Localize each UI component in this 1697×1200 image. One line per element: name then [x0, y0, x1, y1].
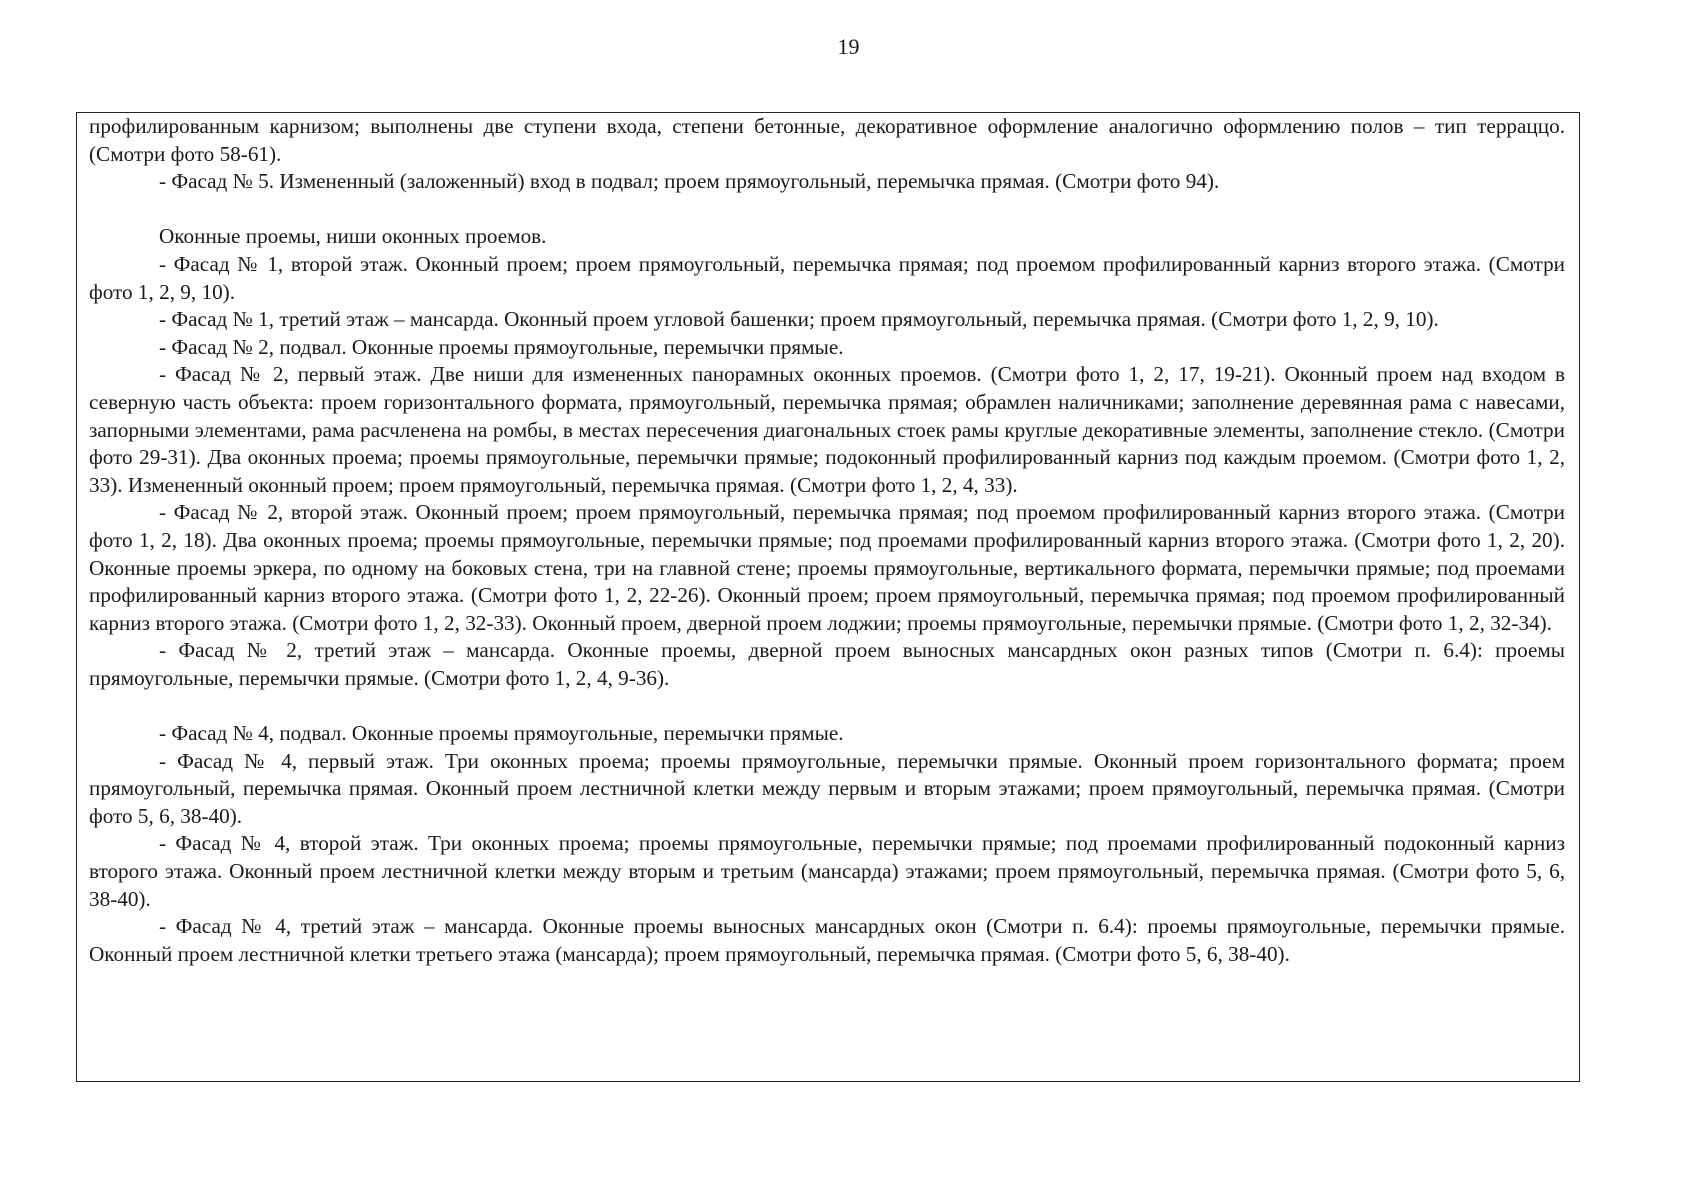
paragraph: профилированным карнизом; выполнены две ступени входа, степени бетонные, декоративное оформление аналогично оформлению полов – тип терраццо. (Смотри фото 58-61).	[89, 114, 1565, 166]
paragraph-gap	[89, 196, 1565, 224]
paragraph-gap	[89, 692, 1565, 720]
paragraph: - Фасад № 4, третий этаж – мансарда. Оконные проемы выносных мансардных окон (Смотри п. 6.4): проемы прямоугольные, перемычки прямые. Оконный проем лестничной клетки третьего этажа (мансарда); проем прямоугольный, перемычка прямая. (Смотри фото 5, 6, 38-40).	[89, 914, 1565, 966]
paragraph: - Фасад № 5. Измененный (заложенный) вход в подвал; проем прямоугольный, перемычка прямая. (Смотри фото 94).	[159, 169, 1220, 194]
text-frame	[76, 112, 1580, 1082]
page-number: 19	[837, 34, 860, 59]
section-heading: Оконные проемы, ниши оконных проемов.	[159, 224, 547, 249]
paragraph: - Фасад № 1, третий этаж – мансарда. Оконный проем угловой башенки; проем прямоугольный, перемычка прямая. (Смотри фото 1, 2, 9, 10).	[159, 307, 1439, 332]
paragraph: - Фасад № 2, третий этаж – мансарда. Оконные проемы, дверной проем выносных мансардных окон разных типов (Смотри п. 6.4): проемы прямоугольные, перемычки прямые. (Смотри фото 1, 2, 4, 9-36).	[89, 638, 1565, 690]
paragraph: - Фасад № 1, второй этаж. Оконный проем; проем прямоугольный, перемычка прямая; под проемом профилированный карниз второго этажа. (Смотри фото 1, 2, 9, 10).	[89, 251, 1565, 304]
paragraph: - Фасад № 2, второй этаж. Оконный проем; проем прямоугольный, перемычка прямая; под проемом профилированный карниз второго этажа. (Смотри фото 1, 2, 18). Два оконных проема; проемы прямоугольные, перемычки прямые; под проемами профилированный карниз второго этажа. (Смотри фото 1, 2, 20). Оконные проемы эркера, по одному на боковых стена, три на главной стене; проемы прямоугольные, вертикального формата, перемычки прямые; под проемами профилированный карниз второго этажа. (Смотри фото 1, 2, 22-26). Оконный проем; проем прямоугольный, перемычка прямая; под проемом профилированный карниз второго этажа. (Смотри фото 1, 2, 32-33). Оконный проем, дверной проем лоджии; проемы прямоугольные, перемычки прямые. (Смотри фото 1, 2, 32-34).	[89, 500, 1565, 635]
paragraph: - Фасад № 4, первый этаж. Три оконных проема; проемы прямоугольные, перемычки прямые. Оконный проем горизонтального формата; проем прямоугольный, перемычка прямая. Оконный проем лестничной клетки между первым и вторым этажами; проем прямоугольный, перемычка прямая. (Смотри фото 5, 6, 38-40).	[89, 748, 1565, 828]
paragraph: - Фасад № 4, подвал. Оконные проемы прямоугольные, перемычки прямые.	[159, 721, 844, 746]
paragraph: - Фасад № 4, второй этаж. Три оконных проема; проемы прямоугольные, перемычки прямые; под проемами профилированный подоконный карниз второго этажа. Оконный проем лестничной клетки между вторым и третьим (мансарда) этажами; проем прямоугольный, перемычка прямая. (Смотри фото 5, 6, 38-40).	[89, 831, 1565, 911]
paragraph: - Фасад № 2, первый этаж. Две ниши для измененных панорамных оконных проемов. (Смотри фото 1, 2, 17, 19-21). Оконный проем над входом в северную часть объекта: проем горизонтального формата, прямоугольный, перемычка прямая; обрамлен наличниками; заполнение деревянная рама с навесами, запорными элементами, рама расчленена на ромбы, в местах пересечения диагональных стоек рамы круглые декоративные элементы, заполнение стекло. (Смотри фото 29-31). Два оконных проема; проемы прямоугольные, перемычки прямые; подоконный профилированный карниз под каждым проемом. (Смотри фото 1, 2, 33). Измененный оконный проем; проем прямоугольный, перемычка прямая. (Смотри фото 1, 2, 4, 33).	[89, 362, 1565, 497]
paragraph: - Фасад № 2, подвал. Оконные проемы прямоугольные, перемычки прямые.	[159, 334, 844, 359]
